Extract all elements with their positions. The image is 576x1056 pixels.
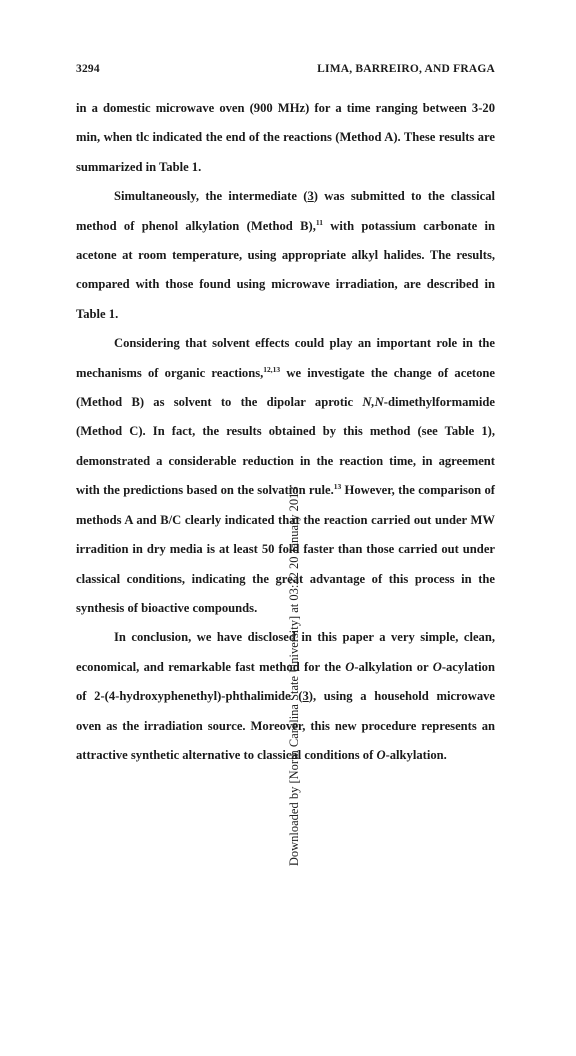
compound-number: 3 (302, 689, 309, 704)
citation-ref: 13 (333, 482, 342, 492)
page-header (76, 63, 495, 79)
paragraph (76, 94, 495, 182)
text-run: -alkylation. (385, 747, 447, 762)
text-run: Simultaneously, the intermediate ( (114, 189, 308, 204)
body-text (76, 94, 495, 770)
italic-term: O (376, 747, 386, 762)
text-run: ), using a household microwave oven as the irradiation source. Moreover, this new procedure represents an attractive synthetic alternative to classical conditions of (76, 689, 495, 762)
text-run: -alkylation or (354, 659, 433, 674)
compound-number: 3 (307, 189, 314, 204)
citation-ref: 11 (315, 217, 323, 227)
italic-term: O (345, 659, 355, 674)
paragraph (76, 623, 495, 770)
text-run: Considering that solvent effects could play an important role in the mechanisms of organic reactions, (76, 336, 495, 380)
paragraph (76, 182, 495, 329)
text-run: -acylation of 2-(4-hydroxyphenethyl)-phthalimide ( (76, 659, 495, 704)
text-run: in a domestic microwave oven (900 MHz) for a time ranging between 3-20 min, when tlc indicated the end of the reactions (Method A). These results are summarized in Table 1. (76, 101, 495, 174)
text-run: we investigate the change of acetone (Method B) as solvent to the dipolar aprotic (76, 365, 495, 410)
text-run: In conclusion, we have disclosed in this paper a very simple, clean, economical, and remarkable fast method for the (76, 630, 495, 674)
download-watermark: Downloaded by [North Carolina State University] at 03:22 20 January 2013 (286, 486, 301, 867)
italic-term: N,N (362, 395, 384, 410)
italic-term: O (432, 659, 442, 674)
text-run: -dimethylformamide (Method C). In fact, the results obtained by this method (see Table 1), demonstrated a considerable reduction in the reaction time, in agreement with the predictions based on the solvation rule. (76, 395, 495, 498)
paragraph (76, 329, 495, 623)
text-run: ) was submitted to the classical method of phenol alkylation (Method B), (76, 189, 495, 233)
text-run: However, the comparison of methods A and B/C clearly indicated that the reaction carried out under MW irradition in dry media is at least 50 fold faster than those carried out under classical conditions, indicating the great advantage of this process in the synthesis of bioactive compounds. (76, 483, 495, 615)
running-head: LIMA, BARREIRO, AND FRAGA (317, 63, 495, 75)
citation-ref: 12,13 (263, 364, 281, 374)
page-number: 3294 (76, 63, 100, 75)
text-run: with potassium carbonate in acetone at room temperature, using appropriate alkyl halides. The results, compared with those found using microwave irradiation, are described in Table 1. (76, 218, 495, 321)
